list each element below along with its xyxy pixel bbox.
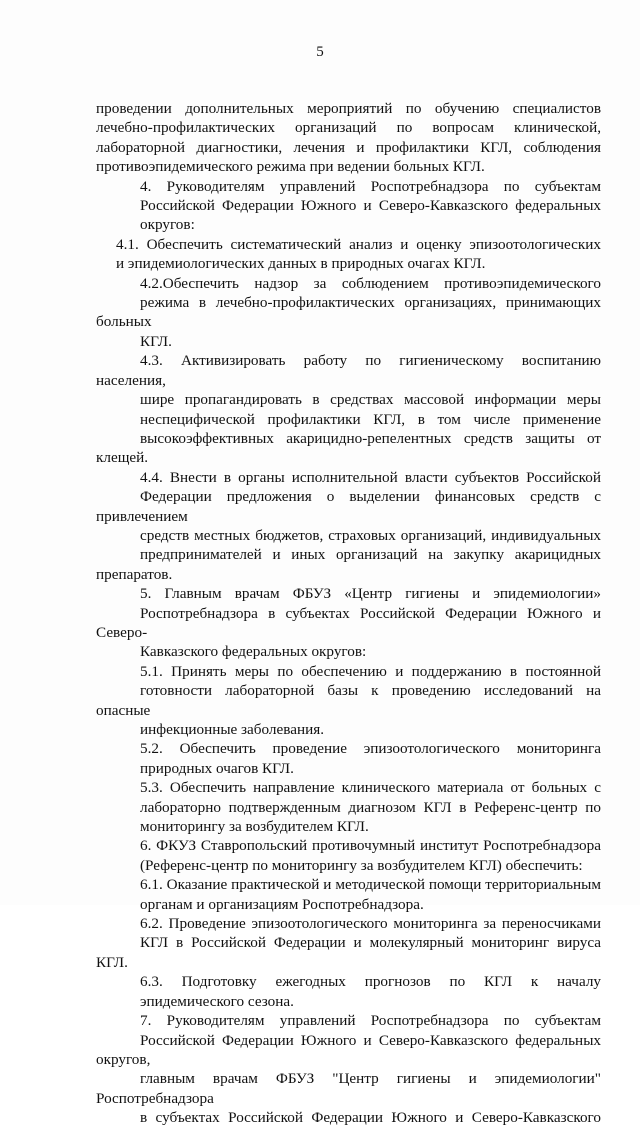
- paragraph-6: [96, 836, 601, 875]
- text-line: Федерации предложения о выделении финансовых средств с привлечением: [96, 488, 601, 525]
- paragraph-6-2: [96, 914, 601, 972]
- paragraph-5-2: [96, 739, 601, 778]
- paragraph-4-4: [96, 468, 601, 584]
- text-line: неспецифической профилактики КГЛ, в том числе применение: [140, 410, 601, 428]
- text-line: инфекционные заболевания.: [140, 721, 324, 738]
- page-number: 5: [316, 44, 324, 60]
- paragraph-4-2: [96, 274, 601, 352]
- text-line: высокоэффективных акарицидно-репелентных средств защиты от клещей.: [96, 429, 601, 467]
- text-line: главным врачам ФБУЗ "Центр гигиены и эпидемиологии" Роспотребнадзора: [96, 1070, 601, 1107]
- text-line: средств местных бюджетов, страховых организаций, индивидуальных: [140, 526, 601, 544]
- text-line: готовности лабораторной базы к проведению исследований на опасные: [96, 682, 601, 719]
- text-line: Роспотребнадзора в субъектах Российской Федерации Южного и Северо-: [96, 604, 601, 641]
- text-line: 4.3. Активизировать работу по гигиеническому воспитанию населения,: [96, 352, 601, 389]
- paragraph-4: [96, 177, 601, 235]
- text-line: эпидемического сезона.: [140, 992, 294, 1010]
- document-body: [96, 99, 601, 1128]
- paragraph-4-1: [96, 235, 601, 274]
- paragraph-5-3: [96, 778, 601, 836]
- text-line: 4.1. Обеспечить систематический анализ и оценку эпизоотологических: [116, 235, 601, 253]
- paragraph-5: [96, 584, 601, 662]
- text-line: КГЛ.: [140, 332, 172, 350]
- paragraph-6-1: [96, 875, 601, 914]
- text-line: предпринимателей и иных организаций на закупку акарицидных препаратов.: [96, 546, 601, 583]
- text-line: 5.1. Принять меры по обеспечению и поддержанию в постоянной: [140, 662, 601, 680]
- text-line: 5. Главным врачам ФБУЗ «Центр гигиены и эпидемиологии»: [140, 585, 601, 603]
- text-line: КГЛ в Российской Федерации и молекулярный мониторинг вируса КГЛ.: [96, 934, 601, 971]
- text-line: 6. ФКУЗ Ставропольский противочумный институт Роспотребнадзора: [140, 837, 601, 855]
- text-line: режима в лечебно-профилактических организациях, принимающих больных: [96, 294, 601, 331]
- text-line: органам и организациям Роспотребнадзора.: [140, 895, 424, 913]
- paragraph-7: [96, 1011, 601, 1127]
- text-line: 6.2. Проведение эпизоотологического мониторинга за переносчиками: [140, 915, 601, 933]
- text-line: Российской Федерации Южного и Северо-Кавказского федеральных: [140, 197, 601, 215]
- text-line: округов:: [140, 216, 195, 234]
- paragraph-5-1: [96, 662, 601, 740]
- text-line: мониторингу за возбудителем КГЛ.: [140, 818, 369, 836]
- text-line: 4. Руководителям управлений Роспотребнадзора по субъектам: [140, 177, 601, 195]
- text-line: 5.2. Обеспечить проведение эпизоотологического мониторинга: [140, 740, 601, 758]
- text-line: проведении дополнительных мероприятий по обучению специалистов: [96, 100, 601, 117]
- text-line: 7. Руководителям управлений Роспотребнадзора по субъектам: [140, 1012, 601, 1030]
- text-line: 4.2.Обеспечить надзор за соблюдением противоэпидемического: [140, 274, 601, 292]
- text-line: 6.1. Оказание практической и методической помощи территориальным: [140, 876, 601, 894]
- text-line: 5.3. Обеспечить направление клинического материала от больных с: [140, 779, 601, 797]
- text-line: шире пропагандировать в средствах массовой информации меры: [140, 391, 601, 409]
- paragraph-6-3: [96, 972, 601, 1011]
- text-line: лабораторной диагностики, лечения и профилактики КГЛ, соблюдения: [96, 138, 601, 156]
- text-line: Кавказского федеральных округов:: [140, 643, 367, 661]
- text-line: противоэпидемического режима при ведении больных КГЛ.: [96, 158, 485, 176]
- text-line: (Референс-центр по мониторингу за возбудителем КГЛ) обеспечить:: [140, 856, 583, 874]
- text-line: 4.4. Внести в органы исполнительной власти субъектов Российской: [140, 468, 601, 486]
- text-line: 6.3. Подготовку ежегодных прогнозов по КГЛ к началу: [140, 973, 601, 991]
- text-line: и эпидемиологических данных в природных очагах КГЛ.: [116, 255, 486, 273]
- text-line: Российской Федерации Южного и Северо-Кавказского федеральных округов,: [96, 1031, 601, 1068]
- text-line: лечебно-профилактических организаций по вопросам клинической,: [96, 119, 601, 137]
- text-line: лабораторно подтвержденным диагнозом КГЛ в Референс-центр по: [140, 798, 601, 816]
- paragraph-continuation: [96, 99, 601, 177]
- text-line: природных очагов КГЛ.: [140, 759, 294, 777]
- paragraph-4-3: [96, 351, 601, 467]
- text-line: в субъектах Российской Федерации Южного и Северо-Кавказского: [140, 1109, 601, 1127]
